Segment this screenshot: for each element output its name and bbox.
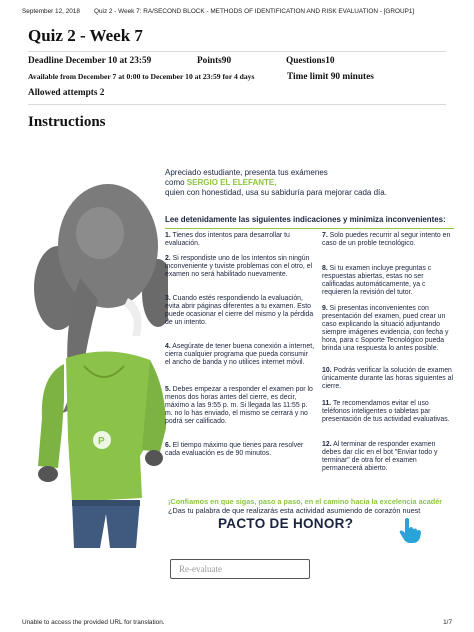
- closing-line-2: ¿Das tu palabra de que realizarás esta actividad asumiendo de corazón nuest: [168, 506, 421, 515]
- list-item: 8. Si tu examen incluye preguntas c respuestas abiertas, estas no ser calificadas automáticamente, ya c requieren la revisión del tutor.: [322, 265, 432, 297]
- svg-text:P: P: [98, 436, 105, 447]
- greeting-line-2: [165, 178, 387, 188]
- closing-line-1: ¡Confiamos en que sigas, paso a paso, en el camino hacia la excelencia acadér: [168, 497, 443, 506]
- list-item: 7. Solo puedes recurrir al segur intento en caso de un proble tecnológico.: [322, 232, 451, 248]
- quiz-title: Quiz 2 - Week 7: [28, 26, 143, 45]
- re-evaluate-input[interactable]: Re-evaluate: [170, 559, 310, 579]
- pointing-hand-icon: [396, 516, 424, 544]
- instructions-heading: Instructions: [28, 114, 106, 130]
- list-item: 12. Al terminar de responder examen debes dar clic en el bot "Enviar todo y terminar" de otra for el examen permanecerá abierto.: [322, 441, 438, 473]
- page-number: 1/7: [443, 619, 452, 626]
- attempts-text: Allowed attempts 2: [28, 88, 105, 98]
- list-item: 5. Debes empezar a responder el examen por lo menos dos horas antes del cierre, es decir, máximo a las 9:55 p. m. Si llegada las 11:55 p. m. no lo has enviado, el mismo se cerrará y no podrá ser calificado.: [165, 386, 313, 426]
- list-item: 11. Te recomendamos evitar el uso teléfonos inteligentes o tabletas par presentación de tus actividad evaluativas.: [322, 400, 450, 424]
- list-item: 4. Asegúrate de tener buena conexión a internet, cierra cualquier programa que pueda consumir el ancho de banda y no utilices internet móvil.: [165, 343, 315, 367]
- list-item: 9. Si presentas inconvenientes con presentación del examen, pued crear un caso explicando la situació adjuntando siempre imágenes evidencia, con fecha y hora, para c Soporte Tecnológico pueda brinda una respuesta lo antes posible.: [322, 305, 449, 353]
- honor-pact-title: PACTO DE HONOR?: [218, 516, 354, 531]
- divider: [28, 51, 446, 52]
- questions-text: Questions10: [286, 56, 335, 66]
- points-text: Points90: [197, 56, 232, 66]
- list-item: 6. El tiempo máximo que tienes para resolver cada evaluación es de 90 minutos.: [165, 442, 304, 458]
- lead-underline: [165, 228, 454, 229]
- closing-text: [168, 497, 454, 515]
- greeting-line-1: Apreciado estudiante, presenta tus exámenes: [165, 168, 328, 177]
- list-item: 3. Cuando estés respondiendo la evaluación, evita abrir páginas diferentes a tu examen. Esto puede ocasionar el cierre del mismo y la pérdida de un intento.: [165, 295, 314, 327]
- list-item: 1. Tienes dos intentos para desarrollar tu evaluación.: [165, 232, 290, 248]
- list-item: 2. Si respondiste uno de los intentos sin ningún inconveniente y tuviste problemas con el otro, el examen no será habilitado nuevamente.: [165, 255, 313, 279]
- print-date: September 12, 2018: [22, 8, 80, 15]
- print-footer: [22, 619, 452, 626]
- print-page-title: Quiz 2 - Week 7: RA/SECOND BLOCK - METHODS OF IDENTIFICATION AND RISK EVALUATION - [GROUP1]: [94, 8, 415, 15]
- time-limit-text: Time limit 90 minutes: [287, 72, 374, 82]
- greeting-block: [165, 168, 387, 198]
- deadline-text: Deadline December 10 at 23:59: [28, 56, 152, 66]
- greeting-line-2a: como: [165, 178, 187, 187]
- lead-text: Lee detenidamente las siguientes indicaciones y minimiza inconvenientes:: [165, 215, 446, 224]
- list-item: 10. Podrás verificar la solución de examen únicamente durante las horas siguientes al cierre.: [322, 367, 454, 391]
- elephant-mascot-illustration: [28, 138, 168, 548]
- greeting-line-3: quien con honestidad, usa su sabiduría para mejorar cada día.: [165, 188, 387, 197]
- divider: [28, 104, 446, 105]
- availability-text: Available from December 7 at 0:00 to December 10 at 23:59 for 4 days: [28, 72, 255, 81]
- footer-note: Unable to access the provided URL for translation.: [22, 619, 165, 626]
- instructions-banner: [28, 138, 454, 548]
- mascot-name: SERGIO EL ELEFANTE,: [186, 178, 277, 187]
